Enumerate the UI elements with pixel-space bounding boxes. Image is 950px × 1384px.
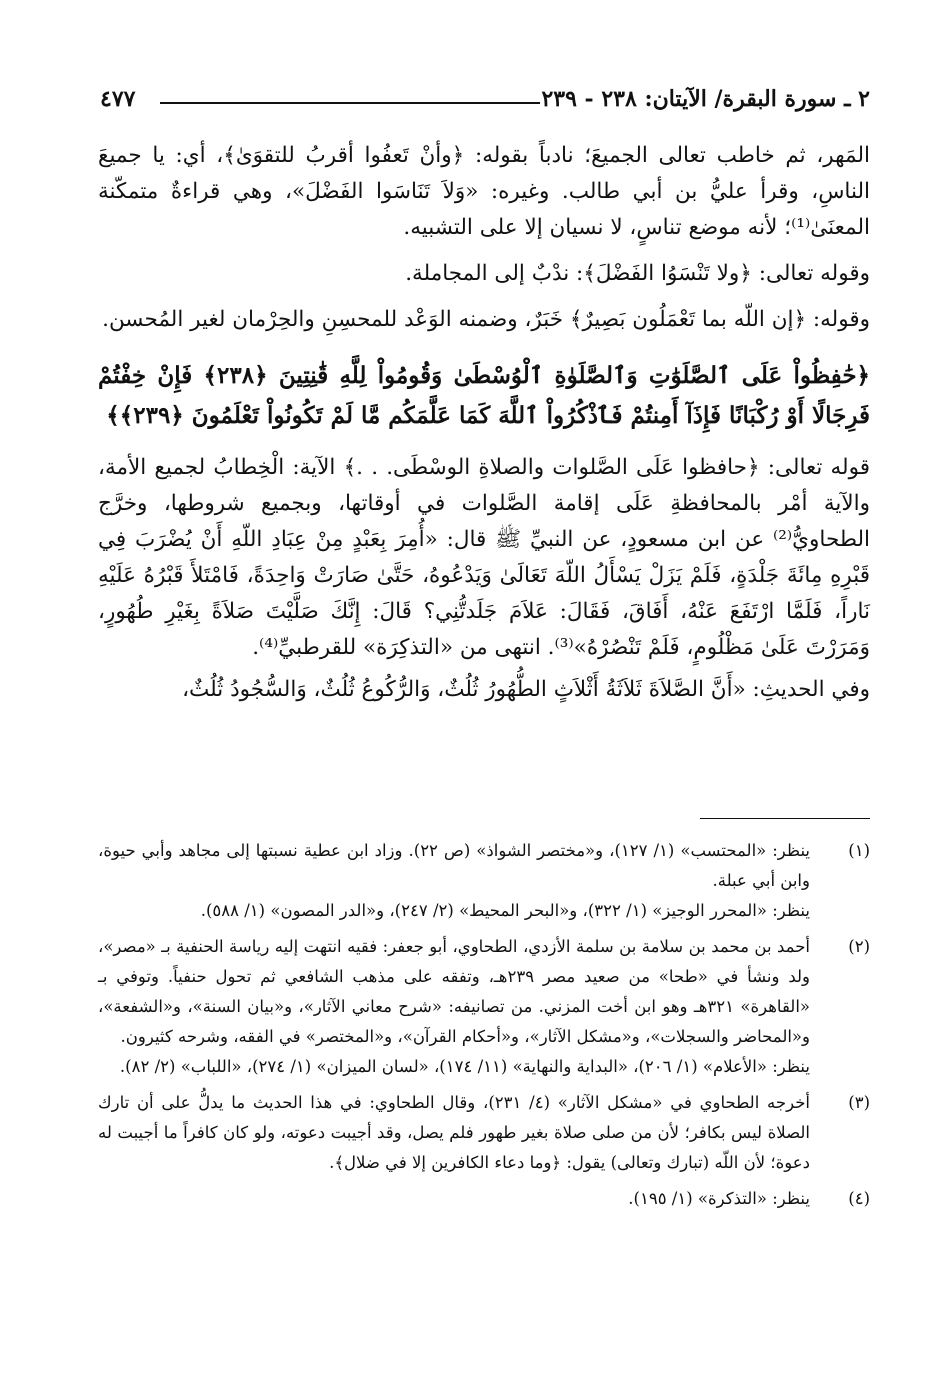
footnotes — [98, 836, 870, 1220]
main-text — [98, 138, 870, 714]
footnote — [98, 932, 870, 1082]
footnote — [98, 836, 870, 926]
footnote-line: ينظر: «التذكرة» (١/ ١٩٥). — [628, 1189, 810, 1208]
footnote-number: (٤) — [848, 1189, 870, 1208]
quran-verse: ﴿حَٰفِظُواْ عَلَى ٱلصَّلَوَٰتِ وَٱلصَّلَوٰةِ ٱلْوُسْطَىٰ وَقُومُواْ لِلَّهِ قَٰنِتِينَ ﴿٢٣٨﴾ فَإِنْ خِفْتُمْ فَرِجَالًا أَوْ رُكْبَانًا فَإِذَآ أَمِنتُمْ فَٱذْكُرُواْ ٱللَّهَ كَمَا عَلَّمَكُم مَّا لَمْ تَكُونُواْ تَعْلَمُونَ ﴿٢٣٩﴾﴾ — [98, 362, 871, 429]
header-rule — [160, 102, 540, 104]
paragraph: وقوله: ﴿إن اللّه بما تَعْمَلُون بَصِيرٌ﴾ خَبَرٌ، وضمنه الوَعْد للمحسِنِ والحِرْمان لغير المُحسن. — [102, 307, 870, 332]
paragraph: قوله تعالى: ﴿حافظوا عَلَى الصَّلوات والصلاةِ الوسْطَى. . .﴾ الآية: الْخِطابُ لجميع الأمة، والآية أمْر بالمحافظةِ عَلَى إقامة الصَّلوات في أوقاتها، وبجميع شروطها، وخرَّج الطحاويُّ⁽²⁾ عن ابن مسعودٍ، عن النبيِّ ﷺ قال: «أُمِرَ بِعَبْدٍ مِنْ عِبَادِ اللّهِ أَنْ يُضْرَبَ فِي قَبْرِهِ مِائَةَ جَلْدَةٍ، فَلَمْ يَزَلْ يَسْأَلُ اللّهَ تَعَالَىٰ وَيَدْعُوهُ، حَتَّىٰ صَارَتْ وَاحِدَةً، فَامْتَلأَ قَبْرُهُ عَلَيْهِ نَاراً، فَلَمَّا ارْتَفَعَ عَنْهُ، أَفَاقَ، فَقَالَ: عَلاَمَ جَلَدتُّنِي؟ قَالَ: إِنَّكَ صَلَّيْتَ صَلاَةً بِغَيْرِ طُهُورٍ، وَمَرَرْتَ عَلَىٰ مَظْلُومٍ، فَلَمْ تَنْصُرْهُ»⁽³⁾. انتهى من «التذكِرَة» للقرطبيِّ⁽⁴⁾. — [98, 455, 870, 660]
header-title: ٢ ـ سورة البقرة/ الآيتان: ٢٣٨ - ٢٣٩ — [541, 86, 870, 112]
footnote-line: ينظر: «الأعلام» (١/ ٢٠٦)، «البداية والنهاية» (١١/ ١٧٤)، «لسان الميزان» (١/ ٢٧٤)، «اللباب» (٢/ ٨٢). — [119, 1057, 810, 1076]
footnote-number: (٢) — [848, 937, 870, 956]
footnote-number: (١) — [848, 841, 870, 860]
paragraph: وقوله تعالى: ﴿ولا تَنْسَوُا الفَضْلَ﴾: ندْبٌ إلى المجاملة. — [405, 261, 870, 286]
footnote — [98, 1088, 870, 1178]
page-number: ٤٧٧ — [100, 86, 136, 112]
footnote-line: أخرجه الطحاوي في «مشكل الآثار» (٤/ ٢٣١)، وقال الطحاوي: في هذا الحديث ما يدلُّ على أن تارك الصلاة ليس بكافر؛ لأن من صلى صلاة بغير طهور فلم يصل، وقد أجيبت دعوته، ولو كان كافراً ما أجيبت له دعوة؛ لأن اللّه (تبارك وتعالى) يقول: ﴿وما دعاء الكافرين إلا في ضلال﴾. — [98, 1093, 810, 1172]
paragraph: المَهر، ثم خاطب تعالى الجميعَ؛ نادباً بقوله: ﴿وأنْ تَعفُوا أقربُ للتقوَىٰ﴾، أي: يا جميعَ الناسِ، وقرأ عليُّ بن أبي طالب. وغيره: «وَلاَ تَنَاسَوا الفَضْلَ»، وهي قراءةٌ متمكّنة المعنَىٰ⁽¹⁾؛ لأنه موضع تناسٍ، لا نسيان إلا على التشبيه. — [98, 143, 870, 240]
footnote-line: ينظر: «المحرر الوجيز» (١/ ٣٢٢)، و«البحر المحيط» (٢/ ٢٤٧)، و«الدر المصون» (١/ ٥٨٨). — [200, 901, 810, 920]
footnote — [98, 1184, 870, 1214]
footnote-line: ينظر: «المحتسب» (١/ ١٢٧)، و«مختصر الشواذ» (ص ٢٢). وزاد ابن عطية نسبتها إلى مجاهد وأبي حيوة، وابن أبي عبلة. — [98, 841, 811, 890]
footnote-number: (٣) — [848, 1093, 870, 1112]
footnote-separator — [700, 818, 870, 819]
paragraph: وفي الحديثِ: «أَنَّ الصَّلاَةَ ثَلاَثَةُ أَثْلاَثٍ الطُّهُورُ ثُلُثٌ، وَالرُّكُوعُ ثُلُثٌ، وَالسُّجُودُ ثُلُثٌ، — [182, 677, 870, 702]
footnote-line: أحمد بن محمد بن سلامة بن سلمة الأزدي، الطحاوي، أبو جعفر: فقيه انتهت إليه رياسة الحنفية بـ «مصر»، ولد ونشأ في «طحا» من صعيد مصر ٢٣٩هـ، وتفقه على مذهب الشافعي ثم تحول حنفياً. وتوفي بـ «القاهرة» ٣٢١هـ وهو ابن أخت المزني. من تصانيفه: «شرح معاني الآثار»، و«بيان السنة»، و«الشفعة»، و«المحاضر والسجلات»، و«مشكل الآثار»، و«أحكام القرآن»، و«المختصر» في الفقه، وشرحه كثيرون. — [98, 937, 811, 1046]
running-header — [100, 82, 870, 122]
